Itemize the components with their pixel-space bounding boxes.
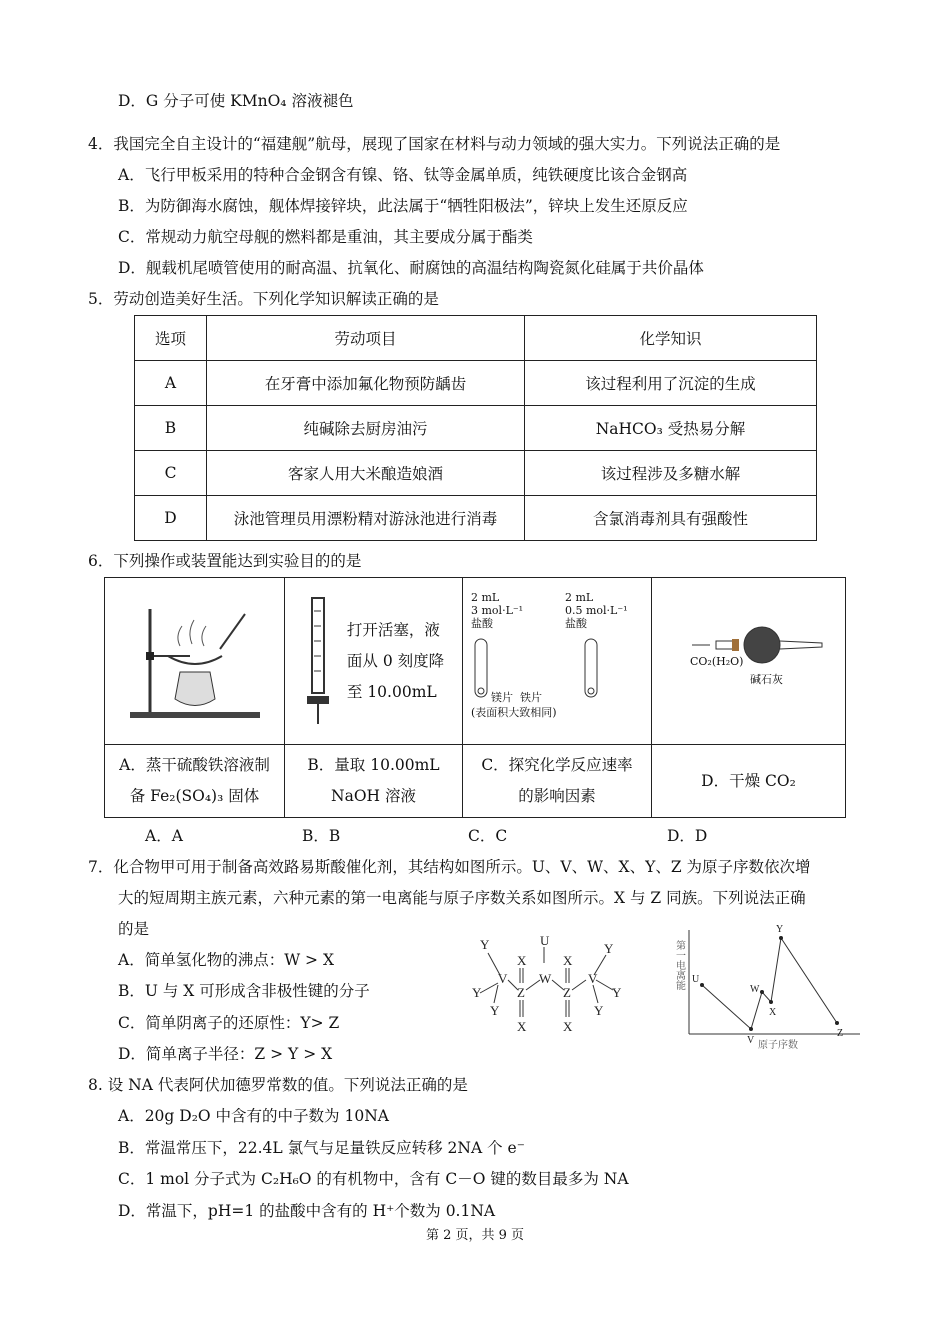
cell: 该过程涉及多糖水解 xyxy=(525,451,817,496)
cell: 在牙膏中添加氟化物预防龋齿 xyxy=(207,361,525,406)
q7-option-d: D．简单离子半径：Z > Y > X xyxy=(118,1045,333,1063)
label: (表面积大致相同) xyxy=(471,706,557,719)
svg-text:W: W xyxy=(539,971,552,986)
q6-answer-b: B．B xyxy=(302,827,341,845)
label: 碱石灰 xyxy=(750,673,783,686)
point-y: Y xyxy=(776,924,784,935)
point-z: Z xyxy=(837,1028,844,1039)
header-cell: 选项 xyxy=(135,316,207,361)
cell: 该过程利用了沉淀的生成 xyxy=(525,361,817,406)
q7-stem-2: 大的短周期主族元素，六种元素的第一电离能与原子序数关系如图所示。X 与 Z 同族。下列说法正确 xyxy=(118,889,806,907)
cell: 含氯消毒剂具有强酸性 xyxy=(525,496,817,541)
burette-text-3: 至 10.00mL xyxy=(346,682,437,701)
burette-text-1: 打开活塞，液 xyxy=(346,620,440,639)
label: 盐酸 xyxy=(565,617,587,630)
header-cell: 劳动项目 xyxy=(207,316,525,361)
label: CO₂(H₂O) xyxy=(690,655,744,668)
svg-text:Z: Z xyxy=(517,985,525,1000)
svg-text:Y: Y xyxy=(604,941,614,956)
q6-stem: 6．下列操作或装置能达到实验目的的是 xyxy=(88,552,362,570)
compound-structure-diagram xyxy=(468,935,638,1035)
label: 0.5 mol·L⁻¹ xyxy=(565,604,628,617)
q7-option-c: C．简单阴离子的还原性：Y> Z xyxy=(118,1014,340,1032)
svg-text:X: X xyxy=(517,953,527,968)
svg-text:V: V xyxy=(588,971,598,986)
q7-stem-3: 的是 xyxy=(118,920,150,938)
table-row xyxy=(135,406,817,451)
q6-answer-d: D．D xyxy=(667,827,708,845)
table-row xyxy=(135,496,817,541)
q5-stem: 5．劳动创造美好生活。下列化学知识解读正确的是 xyxy=(88,290,439,308)
apparatus-a xyxy=(105,578,285,745)
cell: C xyxy=(135,451,207,496)
apparatus-b xyxy=(285,578,463,745)
cell: 泳池管理员用漂粉精对游泳池进行消毒 xyxy=(207,496,525,541)
q6-answer-c: C．C xyxy=(468,827,508,845)
apparatus-d xyxy=(652,578,846,745)
q5-table xyxy=(134,315,817,541)
svg-text:Y: Y xyxy=(480,937,490,952)
table-header-row xyxy=(135,316,817,361)
q4-option-b: B．为防御海水腐蚀，舰体焊接锌块，此法属于“牺牲阳极法”，锌块上发生还原反应 xyxy=(118,197,688,215)
caption-a xyxy=(105,745,285,818)
svg-text:U: U xyxy=(540,935,550,948)
label: 3 mol·L⁻¹ xyxy=(471,604,524,617)
q6-answer-a: A．A xyxy=(145,827,183,845)
svg-text:X: X xyxy=(563,1019,573,1034)
caption-line: C．探究化学反应速率 xyxy=(481,756,633,774)
burette-text-2: 面从 0 刻度降 xyxy=(346,651,445,670)
q4-option-d: D．舰载机尾喷管使用的耐高温、抗氧化、耐腐蚀的高温结构陶瓷氮化硅属于共价晶体 xyxy=(118,259,704,277)
svg-text:Y: Y xyxy=(612,985,622,1000)
caption-line: D．干燥 CO₂ xyxy=(701,771,796,790)
point-x: X xyxy=(769,1007,777,1018)
table-row xyxy=(135,361,817,406)
svg-text:Y: Y xyxy=(490,1003,500,1018)
y-axis-label: 第一电离能 xyxy=(673,940,685,990)
cell: A xyxy=(135,361,207,406)
svg-text:X: X xyxy=(517,1019,527,1034)
label: 镁片 xyxy=(491,691,513,704)
header-cell: 化学知识 xyxy=(525,316,817,361)
q7-stem-1: 7．化合物甲可用于制备高效路易斯酸催化剂，其结构如图所示。U、V、W、X、Y、Z 为原子序数依次增 xyxy=(88,858,811,876)
ionization-energy-graph xyxy=(665,922,865,1052)
point-v: V xyxy=(747,1035,755,1046)
label: 盐酸 xyxy=(471,617,493,630)
table-row xyxy=(135,451,817,496)
caption-b xyxy=(285,745,463,818)
q8-option-b: B．常温常压下，22.4L 氯气与足量铁反应转移 2NA 个 e⁻ xyxy=(118,1139,525,1157)
apparatus-c xyxy=(463,578,652,745)
q7-option-a: A．简单氢化物的沸点：W > X xyxy=(118,951,335,969)
caption-line: B．量取 10.00mL xyxy=(307,756,440,774)
caption-line: 的影响因素 xyxy=(518,787,596,805)
caption-line: 备 Fe₂(SO₄)₃ 固体 xyxy=(129,787,260,805)
svg-text:V: V xyxy=(498,971,508,986)
q8-option-d: D．常温下，pH=1 的盐酸中含有的 H⁺个数为 0.1NA xyxy=(118,1202,496,1220)
svg-text:X: X xyxy=(563,953,573,968)
burette-icon xyxy=(303,596,333,726)
evaporation-apparatus-icon xyxy=(120,594,270,724)
point-w: W xyxy=(750,984,760,995)
caption-c xyxy=(463,745,652,818)
cell: 纯碱除去厨房油污 xyxy=(207,406,525,451)
cell: D xyxy=(135,496,207,541)
label: 2 mL xyxy=(471,591,500,604)
x-axis-label: 原子序数 xyxy=(758,1040,798,1051)
q6-table xyxy=(104,577,846,818)
page-footer: 第 2 页，共 9 页 xyxy=(425,1228,525,1243)
q8-option-c: C．1 mol 分子式为 C₂H₆O 的有机物中，含有 C－O 键的数目最多为 NA xyxy=(118,1170,629,1188)
caption-line: NaOH 溶液 xyxy=(331,787,416,805)
q8-stem: 8. 设 NA 代表阿伏加德罗常数的值。下列说法正确的是 xyxy=(88,1076,468,1094)
q3-option-d: D．G 分子可使 KMnO₄ 溶液褪色 xyxy=(118,92,354,110)
q4-option-c: C．常规动力航空母舰的燃料都是重油，其主要成分属于酯类 xyxy=(118,228,533,246)
q7-option-b: B．U 与 X 可形成含非极性键的分子 xyxy=(118,982,370,1000)
q4-option-a: A．飞行甲板采用的特种合金钢含有镍、铬、钛等金属单质，纯铁硬度比该合金钢高 xyxy=(118,166,688,184)
svg-text:Y: Y xyxy=(594,1003,604,1018)
caption-d xyxy=(652,745,846,818)
cell: NaHCO₃ 受热易分解 xyxy=(525,406,817,451)
svg-text:Z: Z xyxy=(563,985,571,1000)
cell: 客家人用大米酿造娘酒 xyxy=(207,451,525,496)
point-u: U xyxy=(692,974,700,985)
cell: B xyxy=(135,406,207,451)
caption-line: A．蒸干硫酸铁溶液制 xyxy=(119,756,270,774)
svg-text:Y: Y xyxy=(472,985,482,1000)
q8-option-a: A．20g D₂O 中含有的中子数为 10NA xyxy=(118,1107,389,1125)
label: 2 mL xyxy=(565,591,594,604)
q4-stem: 4．我国完全自主设计的“福建舰”航母，展现了国家在材料与动力领域的强大实力。下列说法正确的是 xyxy=(88,135,781,153)
label: 铁片 xyxy=(520,691,542,704)
